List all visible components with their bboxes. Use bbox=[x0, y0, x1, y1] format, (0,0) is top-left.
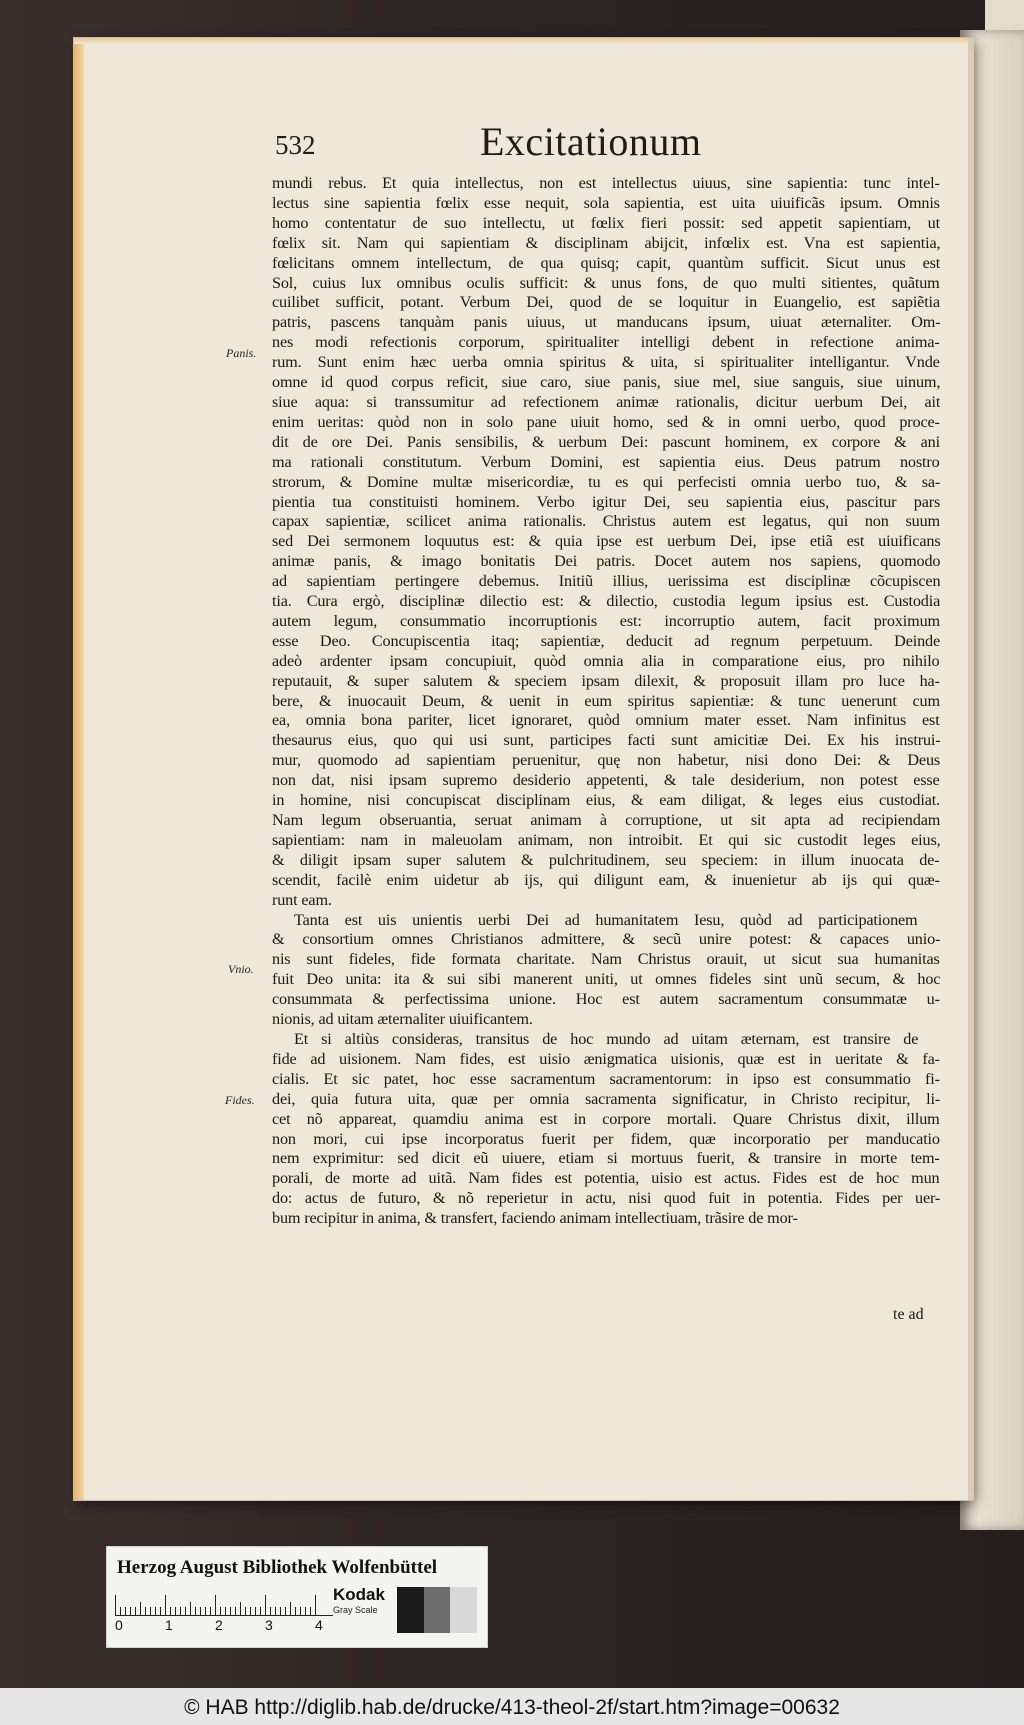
ruler-tick bbox=[185, 1607, 186, 1615]
marginal-note-fides: Fides. bbox=[225, 1093, 255, 1107]
ruler-tick bbox=[250, 1607, 251, 1615]
body-text bbox=[272, 174, 940, 1229]
page-header bbox=[275, 118, 875, 168]
text-line: patris, pascens tanquàm panis uiuus, ut manducans ipsum, uiuat æternaliter. Om- bbox=[272, 313, 940, 332]
text-line: autem legum, consummatio incorruptionis est: incorruptio autem, facit proximum bbox=[272, 611, 940, 630]
text-line: ma rationali constitutum. Verbum Domini, est sapientia eius. Deus patrum nostro bbox=[272, 452, 940, 471]
text-line: animæ panis, & imago bonitatis Dei patris. Docet autem nos sapiens, quomodo bbox=[272, 552, 940, 571]
ruler-tick bbox=[115, 1595, 116, 1615]
text-line: esse Deo. Concupiscentia itaq; sapientiæ, deducit ad regnum perpetuum. Deinde bbox=[272, 631, 940, 650]
gray-swatch-light bbox=[450, 1587, 477, 1633]
ruler-tick bbox=[200, 1607, 201, 1615]
ruler-tick bbox=[235, 1607, 236, 1615]
text-line: porali, de morte ad uitã. Nam fides est potentia, uisio est actus. Fides est de hoc mun bbox=[272, 1169, 940, 1188]
text-line: sed Dei sermonem loquutus est: & quia ipse est uerbum Dei, ipse etiã est uiuificans bbox=[272, 532, 940, 551]
ruler-tick bbox=[275, 1607, 276, 1615]
text-line: sapientiam: nam in maleuolam animam, non introibit. Et qui sic custodit leges eius, bbox=[272, 830, 940, 849]
text-line: Nam legum obseruantia, seruat animam à corruptione, ut sit apta ad recipiendam bbox=[272, 811, 940, 829]
ruler-tick bbox=[125, 1607, 126, 1615]
ruler-tick bbox=[145, 1607, 146, 1615]
text-line: fuit Deo unita: ita & sui sibi manerent uniti, ut omnes fideles sint unũ secum, & hoc bbox=[272, 970, 940, 989]
ruler-tick bbox=[190, 1602, 191, 1615]
ruler-tick bbox=[120, 1607, 121, 1615]
ruler-tick bbox=[295, 1607, 296, 1615]
ruler-tick bbox=[245, 1607, 246, 1615]
text-line: rum. Sunt enim hæc uerba omnia spiritus & uita, si spiritualiter intelligantur. Vnde bbox=[272, 353, 940, 372]
text-line: & diligit ipsam super salutem & pulchritudinem, seu speciem: in illum inuocata de- bbox=[272, 850, 940, 869]
text-line: & consortium omnes Christianos admittere, & secũ unire potest: & capaces unio- bbox=[272, 930, 940, 949]
ruler-tick bbox=[260, 1607, 261, 1615]
ruler-tick bbox=[280, 1607, 281, 1615]
paragraph-3 bbox=[272, 1030, 940, 1229]
footer-credit: © HAB http://diglib.hab.de/drucke/413-theol-2f/start.htm?image=00632 bbox=[184, 1696, 840, 1719]
marginal-note-panis: Panis. bbox=[226, 346, 257, 360]
text-line: fœlicitans omnem intellectum, de qua quisq; capit, quantùm sufficit. Sicut unus est bbox=[272, 253, 940, 272]
text-line: omne id quod corpus reficit, siue caro, siue panis, siue mel, siue sanguis, siue uinum, bbox=[272, 373, 940, 392]
text-line: dei, quia futura uita, quæ per omnia sacramenta significatur, in Christo recipitur, li- bbox=[272, 1089, 940, 1108]
text-line: fœlix sit. Nam qui sapientiam & disciplinam abijcit, infœlix est. Vna est sapientia, bbox=[272, 233, 940, 252]
text-line: Et si altiùs consideras, transitus de hoc mundo ad uitam æternam, est transire de bbox=[294, 1029, 919, 1048]
catchword: te ad bbox=[893, 1306, 924, 1323]
paragraph-1 bbox=[272, 174, 940, 911]
footer-bar bbox=[0, 1688, 1024, 1725]
ruler-tick bbox=[225, 1607, 226, 1615]
text-line: homo contentatur de suo intellectu, ut fœlix fieri possit: sed appetit sapientiam, ut bbox=[272, 213, 940, 232]
text-line: Sol, cuius lux omnibus oculis sufficit: & unus fons, de quo multi sitientes, quãtum bbox=[272, 273, 940, 292]
ruler-number: 1 bbox=[165, 1617, 173, 1633]
ruler-number: 4 bbox=[315, 1617, 323, 1633]
text-line: ad sapientiam pertingere debemus. Initiũ illius, uerissima est disciplinæ cõcupiscen bbox=[272, 572, 940, 591]
text-line: in homine, nisi concupiscat disciplinam eius, & eam diligat, & leges eius custodiat. bbox=[272, 791, 940, 810]
text-line: mur, quomodo ad sapientiam peruenitur, quę non habetur, nisi dono Dei: & Deus bbox=[272, 751, 940, 770]
marginal-note-vnio: Vnio. bbox=[228, 962, 254, 976]
ruler-tick bbox=[305, 1607, 306, 1615]
text-line: cet nõ appareat, quamdiu anima est in corpore mortali. Quare Christus dixit, illum bbox=[272, 1109, 940, 1128]
gray-swatch-mid bbox=[424, 1587, 451, 1633]
text-line: ea, omnia bona pariter, licet ignoraret, quòd omnium mater esset. Nam infinitus est bbox=[272, 711, 940, 730]
ruler-tick bbox=[240, 1602, 241, 1615]
text-line: lectus sine sapientia fœlix esse nequit, sola sapientia, est uita uiuificãs ipsum. Omnis bbox=[272, 193, 940, 212]
ruler-tick bbox=[135, 1607, 136, 1615]
page-top-edge bbox=[74, 38, 972, 44]
ruler-tick bbox=[220, 1607, 221, 1615]
ruler-tick bbox=[170, 1607, 171, 1615]
ruler-tick bbox=[265, 1595, 266, 1615]
text-line: nionis, ad uitam æternaliter uiuificantem. bbox=[272, 1010, 533, 1029]
text-line: cuilibet sufficit, potant. Verbum Dei, quod de se loquitur in Euangelio, est sapiẽtia bbox=[272, 293, 940, 312]
ruler-tick bbox=[175, 1607, 176, 1615]
text-line: consummata & perfectissima unione. Hoc est autem sacramentum consummatæ u- bbox=[272, 990, 940, 1009]
ruler-tick bbox=[155, 1607, 156, 1615]
ruler-tick bbox=[130, 1607, 131, 1615]
text-line: cialis. Et sic patet, hoc esse sacramentum sacramentorum: in ipso est consummatio fi- bbox=[272, 1069, 940, 1088]
text-line: tia. Cura ergò, disciplinæ dilectio est: & dilectio, custodia legum ipsius est. Custodia bbox=[272, 592, 940, 611]
page-right-edge bbox=[968, 38, 974, 1500]
ruler-tick bbox=[160, 1607, 161, 1615]
text-line: non dat, nisi ipsam supremo desiderio appetenti, & tale desiderium, non potest esse bbox=[272, 771, 940, 790]
ruler-tick bbox=[285, 1607, 286, 1615]
text-line: strorum, & Domine multæ misericordiæ, tu es qui perfecisti omnia uerbo tuo, & sa- bbox=[272, 472, 940, 491]
ruler-tick bbox=[300, 1607, 301, 1615]
text-line: enim ueritas: quòd non in solo pane uiuit homo, sed & in omni uerbo, quod proce- bbox=[272, 412, 940, 431]
ruler-tick bbox=[215, 1595, 216, 1615]
ruler-tick bbox=[140, 1602, 141, 1615]
text-line: pientia tua constituisti hominem. Verbo igitur Dei, seu sapientia eius, pascitur pars bbox=[272, 492, 940, 511]
page-left-edge bbox=[74, 38, 84, 1500]
text-line: nes modi refectionis corporum, spiritualiter intelligi debent in refectione anima- bbox=[272, 333, 940, 352]
paragraph-2 bbox=[272, 911, 940, 1030]
ruler-tick bbox=[255, 1607, 256, 1615]
ruler-tick bbox=[180, 1607, 181, 1615]
text-line: runt eam. bbox=[272, 890, 332, 909]
ruler-tick bbox=[205, 1607, 206, 1615]
scale-ruler bbox=[115, 1593, 333, 1616]
text-line: mundi rebus. Et quia intellectus, non est intellectus uiuus, sine sapientia: tunc intel- bbox=[272, 174, 940, 192]
ruler-tick bbox=[210, 1607, 211, 1615]
kodak-name: Kodak bbox=[333, 1585, 385, 1604]
text-line: bum recipitur in anima, & transfert, faciendo animam intellectiuam, trãsire de mor- bbox=[272, 1209, 798, 1228]
ruler-tick bbox=[150, 1607, 151, 1615]
text-line: capax sapientiæ, scilicet anima rationalis. Christus autem est legatus, qui non suum bbox=[272, 512, 940, 531]
ruler-number: 3 bbox=[265, 1617, 273, 1633]
text-line: do: actus de futuro, & nõ reperietur in actu, nisi quod fuit in potentia. Fides per uer- bbox=[272, 1189, 940, 1208]
text-line: scendit, facilè enim uidetur ab ijs, qui diligunt eam, & inuenietur ab ijs qui quæ- bbox=[272, 870, 940, 889]
ruler-number: 0 bbox=[115, 1617, 123, 1633]
ruler-tick bbox=[315, 1595, 316, 1615]
text-line: adeò ardenter ipsam concupiuit, quòd omnia alia in comparatione eius, pro nihilo bbox=[272, 651, 940, 670]
text-line: fide ad uisionem. Nam fides, est uisio ænigmatica uisionis, quæ est in ueritate & fa- bbox=[272, 1049, 940, 1068]
library-name: Herzog August Bibliothek Wolfenbüttel bbox=[117, 1557, 438, 1578]
ruler-tick bbox=[290, 1602, 291, 1615]
text-line: nis sunt fideles, fide formata charitate. Nam Christus orauit, ut sicut sua humanitas bbox=[272, 950, 940, 969]
gray-swatch-black bbox=[397, 1587, 424, 1633]
ruler-tick bbox=[230, 1607, 231, 1615]
text-line: dit de ore Dei. Panis sensibilis, & uerbum Dei: pascunt hominem, ex corpore & ani bbox=[272, 432, 940, 451]
text-line: bere, & inuocauit Deum, & uenit in eum spiritus sapientiæ: & tunc uenerunt cum bbox=[272, 691, 940, 710]
ruler-tick bbox=[165, 1595, 166, 1615]
next-page-corner bbox=[985, 0, 1024, 34]
text-line: Tanta est uis unientis uerbi Dei ad humanitatem Iesu, quòd ad participationem bbox=[294, 910, 918, 929]
text-line: reputauit, & super salutem & speciem ipsam dilexit, & proposuit illam pro luce ha- bbox=[272, 671, 940, 690]
text-line: non mori, cui ipse incorporatus fuerit per fidem, quæ incorporatio per manducatio bbox=[272, 1129, 940, 1148]
ruler-number: 2 bbox=[215, 1617, 223, 1633]
text-line: siue aqua: si transsumitur ad refectionem animæ rationalis, dicitur uerbum Dei, ait bbox=[272, 392, 940, 411]
running-title: Excitationum bbox=[480, 119, 702, 164]
ruler-tick bbox=[270, 1607, 271, 1615]
ruler-tick bbox=[195, 1607, 196, 1615]
page-number: 532 bbox=[275, 130, 316, 160]
text-line: thesaurus eius, quo qui usi sunt, participes facti sunt amicitiæ Dei. Ex his instrui- bbox=[272, 731, 940, 750]
library-label-card bbox=[106, 1546, 488, 1648]
ruler-tick bbox=[310, 1607, 311, 1615]
gray-scale-swatches bbox=[397, 1587, 477, 1633]
text-line: nem exprimitur: sed dicit eũ uiuere, etiam si mortuus fuerit, & transire in morte tem- bbox=[272, 1149, 940, 1168]
kodak-subtitle: Gray Scale bbox=[333, 1605, 378, 1615]
